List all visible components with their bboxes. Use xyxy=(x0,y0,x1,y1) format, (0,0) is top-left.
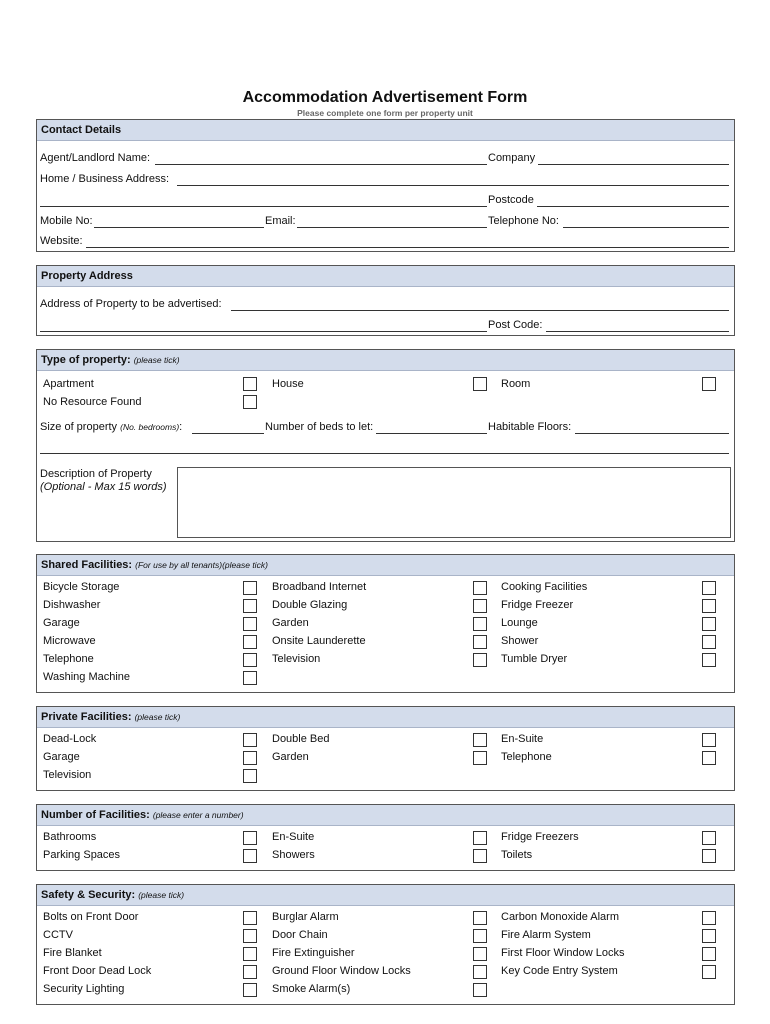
number-item-label: Toilets xyxy=(501,849,533,861)
number-item-label: Showers xyxy=(272,849,315,861)
private-item-checkbox[interactable] xyxy=(473,733,487,747)
private-item-checkbox[interactable] xyxy=(243,769,257,783)
company-label: Company xyxy=(488,152,536,164)
extra-line[interactable] xyxy=(40,453,729,454)
shared-item-checkbox[interactable] xyxy=(243,653,257,667)
room-checkbox[interactable] xyxy=(702,377,716,391)
type-of-property-section xyxy=(36,349,735,542)
safety-item-checkbox[interactable] xyxy=(243,983,257,997)
size-field[interactable] xyxy=(192,433,264,434)
number-item-label: En-Suite xyxy=(272,831,315,843)
form-title: Accommodation Advertisement Form xyxy=(242,89,528,106)
shared-item-checkbox[interactable] xyxy=(702,635,716,649)
shared-item-label: Television xyxy=(272,653,321,665)
private-item-label: En-Suite xyxy=(501,733,544,745)
shared-item-label: Washing Machine xyxy=(43,671,131,683)
shared-item-label: Garage xyxy=(43,617,80,629)
contact-details-header: Contact Details xyxy=(37,120,734,141)
number-item-label: Bathrooms xyxy=(43,831,97,843)
shared-item-label: Dishwasher xyxy=(43,599,101,611)
shared-item-label: Cooking Facilities xyxy=(501,581,588,593)
home-address-label: Home / Business Address: xyxy=(40,173,170,185)
apartment-checkbox[interactable] xyxy=(243,377,257,391)
postcode-label: Postcode xyxy=(488,194,534,206)
shared-item-label: Lounge xyxy=(501,617,538,629)
number-item-box[interactable] xyxy=(473,849,487,863)
mobile-label: Mobile No: xyxy=(40,215,93,227)
shared-item-label: Shower xyxy=(501,635,539,647)
description-textbox[interactable] xyxy=(177,467,731,538)
private-item-checkbox[interactable] xyxy=(243,751,257,765)
shared-item-checkbox[interactable] xyxy=(243,599,257,613)
shared-item-label: Tumble Dryer xyxy=(501,653,568,665)
safety-item-checkbox[interactable] xyxy=(473,947,487,961)
shared-item-label: Fridge Freezer xyxy=(501,599,574,611)
size-label: Size of property (No. bedrooms): xyxy=(40,421,183,433)
private-item-checkbox[interactable] xyxy=(473,751,487,765)
safety-item-label: Bolts on Front Door xyxy=(43,911,139,923)
shared-item-label: Double Glazing xyxy=(272,599,348,611)
private-facilities-header: Private Facilities: (please tick) xyxy=(37,707,734,728)
number-item-box[interactable] xyxy=(702,849,716,863)
safety-item-label: Burglar Alarm xyxy=(272,911,339,923)
shared-item-checkbox[interactable] xyxy=(702,653,716,667)
safety-item-label: Ground Floor Window Locks xyxy=(272,965,411,977)
safety-item-label: Key Code Entry System xyxy=(501,965,618,977)
telephone-label: Telephone No: xyxy=(488,215,559,227)
mobile-field[interactable] xyxy=(94,227,264,228)
safety-item-label: Carbon Monoxide Alarm xyxy=(501,911,620,923)
shared-facilities-section xyxy=(36,554,735,693)
shared-item-checkbox[interactable] xyxy=(243,635,257,649)
safety-item-label: Door Chain xyxy=(272,929,328,941)
no-resource-label: No Resource Found xyxy=(43,396,142,408)
safety-item-label: Security Lighting xyxy=(43,983,125,995)
safety-item-checkbox[interactable] xyxy=(473,983,487,997)
safety-item-checkbox[interactable] xyxy=(243,911,257,925)
contact-details-section xyxy=(36,119,735,252)
telephone-field[interactable] xyxy=(563,227,729,228)
website-label: Website: xyxy=(40,235,83,247)
shared-item-checkbox[interactable] xyxy=(473,635,487,649)
shared-facilities-header: Shared Facilities: (For use by all tenants)(please tick) xyxy=(37,555,734,576)
type-of-property-header: Type of property: (please tick) xyxy=(37,350,734,371)
number-of-facilities-header: Number of Facilities: (please enter a number) xyxy=(37,805,734,826)
postcode-field[interactable] xyxy=(537,206,729,207)
safety-item-label: Smoke Alarm(s) xyxy=(272,983,351,995)
shared-item-label: Onsite Launderette xyxy=(272,635,366,647)
no-resource-checkbox[interactable] xyxy=(243,395,257,409)
post-code-label: Post Code: xyxy=(488,319,543,331)
shared-item-checkbox[interactable] xyxy=(473,581,487,595)
room-label: Room xyxy=(501,378,531,390)
shared-item-label: Garden xyxy=(272,617,309,629)
safety-item-checkbox[interactable] xyxy=(473,965,487,979)
safety-item-checkbox[interactable] xyxy=(243,965,257,979)
number-item-box[interactable] xyxy=(702,831,716,845)
company-field[interactable] xyxy=(538,164,729,165)
safety-item-label: Fire Extinguisher xyxy=(272,947,355,959)
agent-name-field[interactable] xyxy=(155,164,487,165)
beds-field[interactable] xyxy=(376,433,487,434)
safety-item-label: Fire Alarm System xyxy=(501,929,591,941)
home-address-field-2[interactable] xyxy=(40,206,487,207)
shared-item-label: Microwave xyxy=(43,635,96,647)
email-field[interactable] xyxy=(297,227,487,228)
shared-item-checkbox[interactable] xyxy=(243,617,257,631)
website-field[interactable] xyxy=(86,247,729,248)
safety-security-header: Safety & Security: (please tick) xyxy=(37,885,734,906)
private-item-label: Double Bed xyxy=(272,733,330,745)
shared-item-checkbox[interactable] xyxy=(702,599,716,613)
number-of-facilities-section xyxy=(36,804,735,871)
private-item-label: Television xyxy=(43,769,92,781)
shared-item-checkbox[interactable] xyxy=(243,581,257,595)
private-item-checkbox[interactable] xyxy=(702,751,716,765)
number-item-box[interactable] xyxy=(243,849,257,863)
safety-item-checkbox[interactable] xyxy=(702,965,716,979)
apartment-label: Apartment xyxy=(43,378,94,390)
safety-item-checkbox[interactable] xyxy=(473,929,487,943)
shared-item-label: Broadband Internet xyxy=(272,581,367,593)
safety-item-checkbox[interactable] xyxy=(243,929,257,943)
home-address-field[interactable] xyxy=(177,185,729,186)
number-item-label: Fridge Freezers xyxy=(501,831,579,843)
private-item-checkbox[interactable] xyxy=(702,733,716,747)
safety-security-section xyxy=(36,884,735,1005)
property-address-label: Address of Property to be advertised: xyxy=(40,298,222,310)
shared-item-checkbox[interactable] xyxy=(243,671,257,685)
shared-item-checkbox[interactable] xyxy=(702,581,716,595)
shared-item-checkbox[interactable] xyxy=(702,617,716,631)
safety-item-label: Front Door Dead Lock xyxy=(43,965,152,977)
description-label: Description of Property xyxy=(40,468,152,480)
shared-item-checkbox[interactable] xyxy=(473,617,487,631)
house-label: House xyxy=(272,378,304,390)
safety-item-checkbox[interactable] xyxy=(702,929,716,943)
shared-item-label: Telephone xyxy=(43,653,94,665)
shared-item-label: Bicycle Storage xyxy=(43,581,120,593)
description-note: (Optional - Max 15 words) xyxy=(40,481,167,493)
safety-item-checkbox[interactable] xyxy=(702,947,716,961)
floors-field[interactable] xyxy=(575,433,729,434)
number-item-box[interactable] xyxy=(473,831,487,845)
private-facilities-section xyxy=(36,706,735,791)
property-address-section xyxy=(36,265,735,336)
safety-item-checkbox[interactable] xyxy=(243,947,257,961)
private-item-label: Garden xyxy=(272,751,309,763)
post-code-field[interactable] xyxy=(546,331,729,332)
safety-item-checkbox[interactable] xyxy=(473,911,487,925)
floors-label: Habitable Floors: xyxy=(488,421,572,433)
shared-item-checkbox[interactable] xyxy=(473,599,487,613)
form-subtitle: Please complete one form per property unit xyxy=(297,108,473,118)
private-item-label: Garage xyxy=(43,751,80,763)
private-item-label: Telephone xyxy=(501,751,552,763)
private-item-label: Dead-Lock xyxy=(43,733,97,745)
private-item-checkbox[interactable] xyxy=(243,733,257,747)
number-item-label: Parking Spaces xyxy=(43,849,121,861)
agent-name-label: Agent/Landlord Name: xyxy=(40,152,151,164)
property-address-field-2[interactable] xyxy=(40,331,487,332)
safety-item-checkbox[interactable] xyxy=(702,911,716,925)
email-label: Email: xyxy=(265,215,296,227)
property-address-header: Property Address xyxy=(37,266,734,287)
property-address-field[interactable] xyxy=(231,310,729,311)
beds-label: Number of beds to let: xyxy=(265,421,374,433)
safety-item-label: Fire Blanket xyxy=(43,947,102,959)
house-checkbox[interactable] xyxy=(473,377,487,391)
shared-item-checkbox[interactable] xyxy=(473,653,487,667)
safety-item-label: CCTV xyxy=(43,929,73,941)
safety-item-label: First Floor Window Locks xyxy=(501,947,625,959)
number-item-box[interactable] xyxy=(243,831,257,845)
